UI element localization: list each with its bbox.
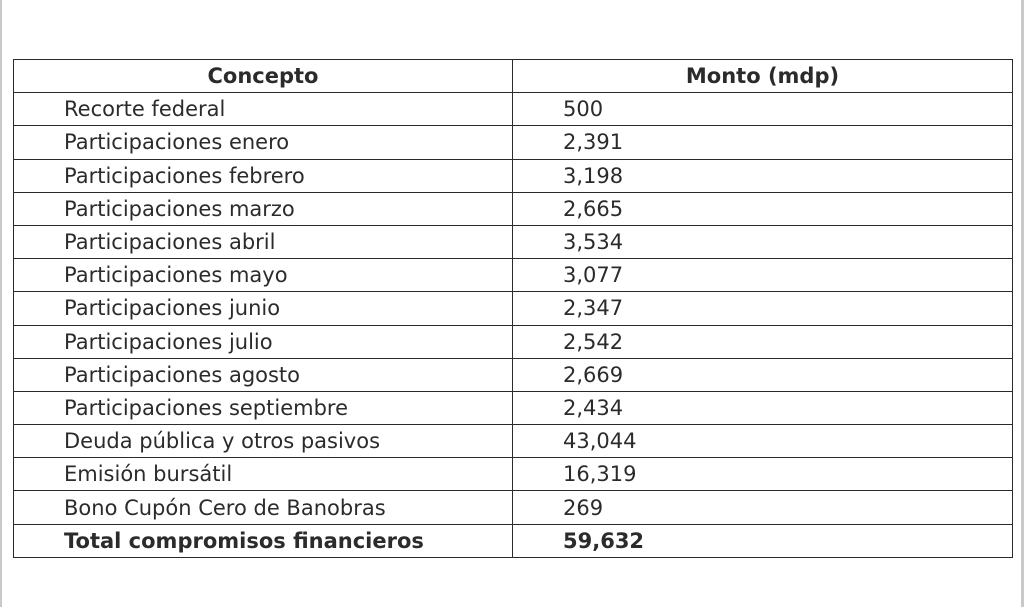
financial-commitments-table: [13, 59, 1013, 558]
table-row: [14, 259, 1013, 292]
concept-cell: Participaciones agosto: [14, 358, 513, 391]
concept-cell: Participaciones junio: [14, 292, 513, 325]
concept-cell: Participaciones marzo: [14, 192, 513, 225]
amount-cell: 2,434: [513, 391, 1013, 424]
amount-cell: 2,669: [513, 358, 1013, 391]
table-row: [14, 391, 1013, 424]
total-label-cell: Total compromisos financieros: [14, 524, 513, 557]
table-row: [14, 325, 1013, 358]
table-row: [14, 458, 1013, 491]
concept-cell: Bono Cupón Cero de Banobras: [14, 491, 513, 524]
concept-cell: Participaciones febrero: [14, 159, 513, 192]
table-row: [14, 126, 1013, 159]
concept-cell: Participaciones julio: [14, 325, 513, 358]
concept-cell: Participaciones septiembre: [14, 391, 513, 424]
amount-cell: 16,319: [513, 458, 1013, 491]
table-row: [14, 93, 1013, 126]
amount-cell: 2,347: [513, 292, 1013, 325]
amount-cell: 2,391: [513, 126, 1013, 159]
amount-cell: 500: [513, 93, 1013, 126]
amount-cell: 2,542: [513, 325, 1013, 358]
table-row: [14, 358, 1013, 391]
table-header-row: [14, 60, 1013, 93]
header-concepto: Concepto: [14, 60, 513, 93]
table-row: [14, 425, 1013, 458]
amount-cell: 3,534: [513, 225, 1013, 258]
amount-cell: 43,044: [513, 425, 1013, 458]
table-row: [14, 292, 1013, 325]
table-row: [14, 491, 1013, 524]
concept-cell: Recorte federal: [14, 93, 513, 126]
amount-cell: 3,198: [513, 159, 1013, 192]
concept-cell: Participaciones abril: [14, 225, 513, 258]
concept-cell: Participaciones mayo: [14, 259, 513, 292]
header-monto: Monto (mdp): [513, 60, 1013, 93]
amount-cell: 2,665: [513, 192, 1013, 225]
amount-cell: 269: [513, 491, 1013, 524]
total-row: [14, 524, 1013, 557]
left-edge-border: [0, 0, 2, 607]
amount-cell: 3,077: [513, 259, 1013, 292]
table-row: [14, 159, 1013, 192]
table-row: [14, 225, 1013, 258]
concept-cell: Emisión bursátil: [14, 458, 513, 491]
table-row: [14, 192, 1013, 225]
total-amount-cell: 59,632: [513, 524, 1013, 557]
concept-cell: Deuda pública y otros pasivos: [14, 425, 513, 458]
concept-cell: Participaciones enero: [14, 126, 513, 159]
